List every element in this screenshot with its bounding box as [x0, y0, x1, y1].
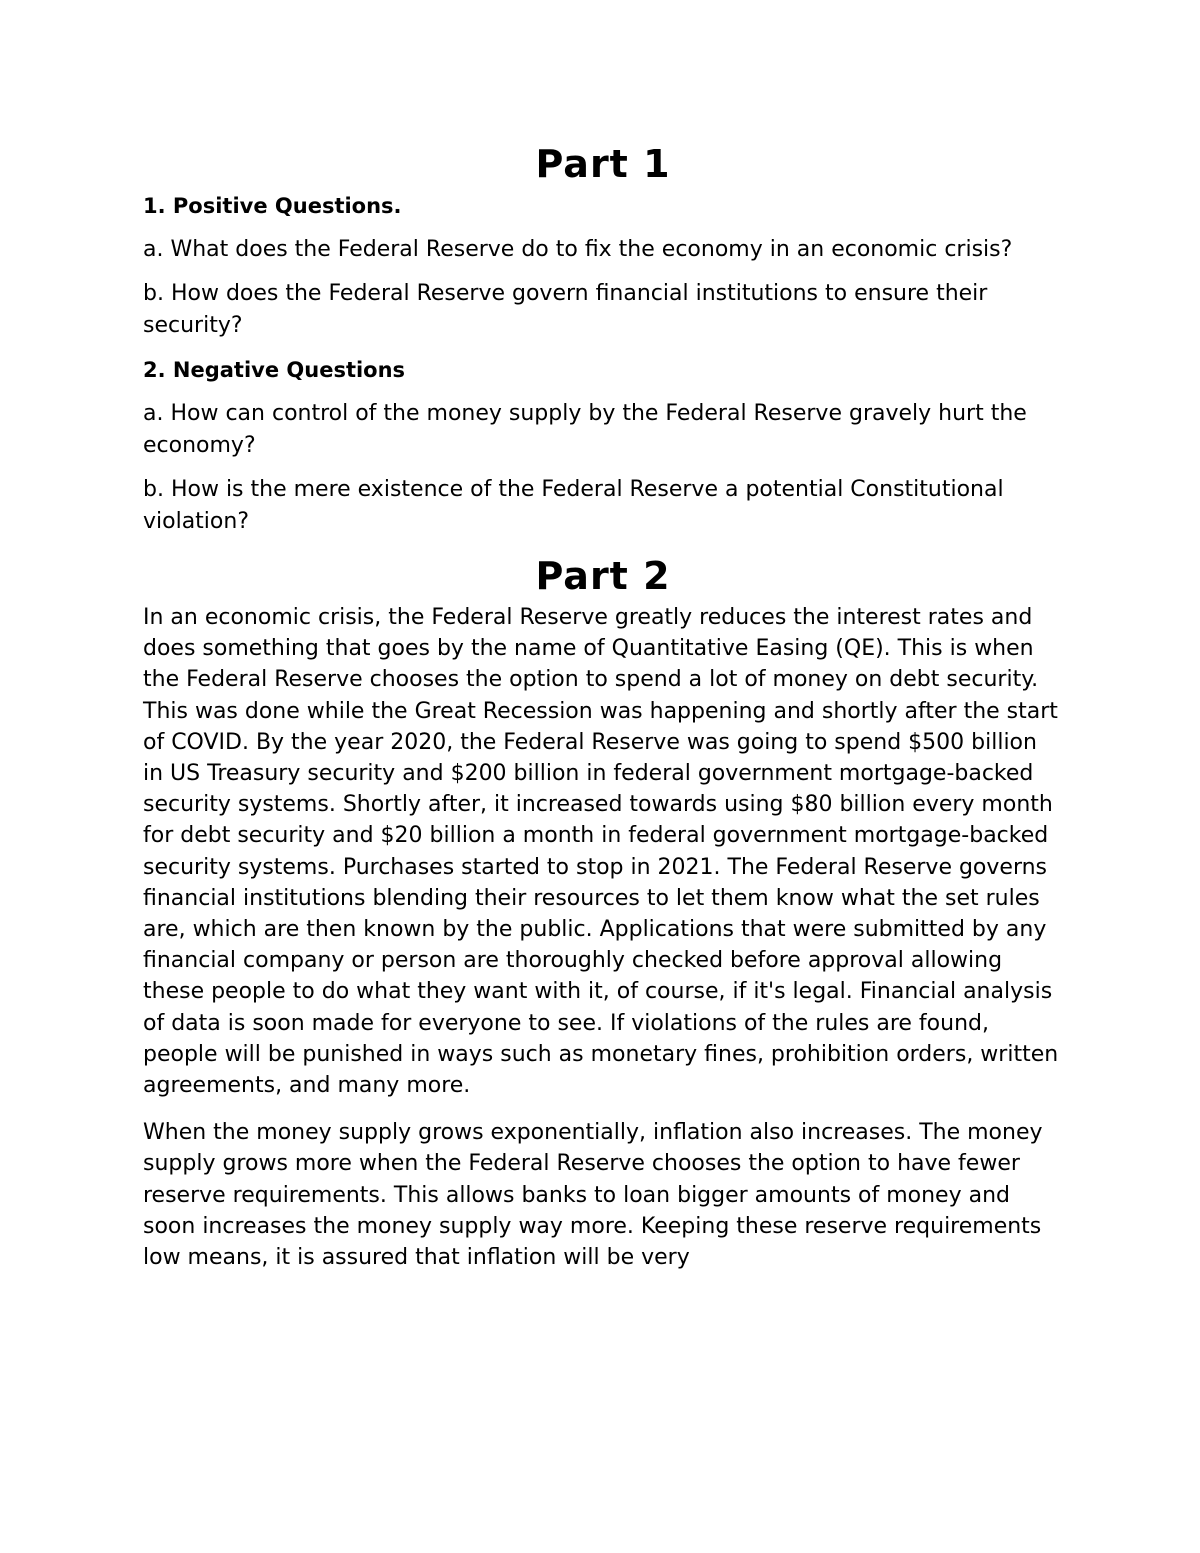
part-2-title: Part 2: [535, 554, 671, 598]
negative-questions-heading: 2. Negative Questions: [143, 358, 406, 382]
part-2-paragraph-1: In an economic crisis, the Federal Reserve greatly reduces the interest rates and does something that goes by the name of Quantitative Easing (QE). This is when the Federal Reserve chooses the option to spend a lot of money on debt security. This was done while the Great Recession was happening and shortly after the start of COVID. By the year 2020, the Federal Reserve was going to spend $500 billion in US Treasury security and $200 billion in federal government mortgage-backed security systems. Shortly after, it increased towards using $80 billion every month for debt security and $20 billion a month in federal government mortgage-backed security systems. Purchases started to stop in 2021. The Federal Reserve governs financial institutions blending their resources to let them know what the set rules are, which are then known by the public. Applications that were submitted by any financial company or person are thoroughly checked before approval allowing these people to do what they want with it, of course, if it's legal. Financial analysis of data is soon made for everyone to see. If violations of the rules are found, people will be punished in ways such as monetary fines, prohibition orders, written agreements, and many more.: [143, 605, 1059, 1099]
positive-question-b: b. How does the Federal Reserve govern financial institutions to ensure their security?: [143, 281, 988, 338]
part-2-paragraph-2: When the money supply grows exponentially, inflation also increases. The money supply grows more when the Federal Reserve chooses the option to have fewer reserve requirements. This allows banks to loan bigger amounts of money and soon increases the money supply way more. Keeping these reserve requirements low means, it is assured that inflation will be very: [143, 1120, 1043, 1271]
part-1-title: Part 1: [535, 142, 671, 186]
positive-questions-heading: 1. Positive Questions.: [143, 194, 402, 218]
positive-question-a: a. What does the Federal Reserve do to fix the economy in an economic crisis?: [143, 237, 1013, 262]
negative-question-b: b. How is the mere existence of the Federal Reserve a potential Constitutional violation?: [143, 477, 1004, 534]
document-page: [143, 138, 1063, 1289]
negative-question-a: a. How can control of the money supply by the Federal Reserve gravely hurt the economy?: [143, 401, 1027, 458]
